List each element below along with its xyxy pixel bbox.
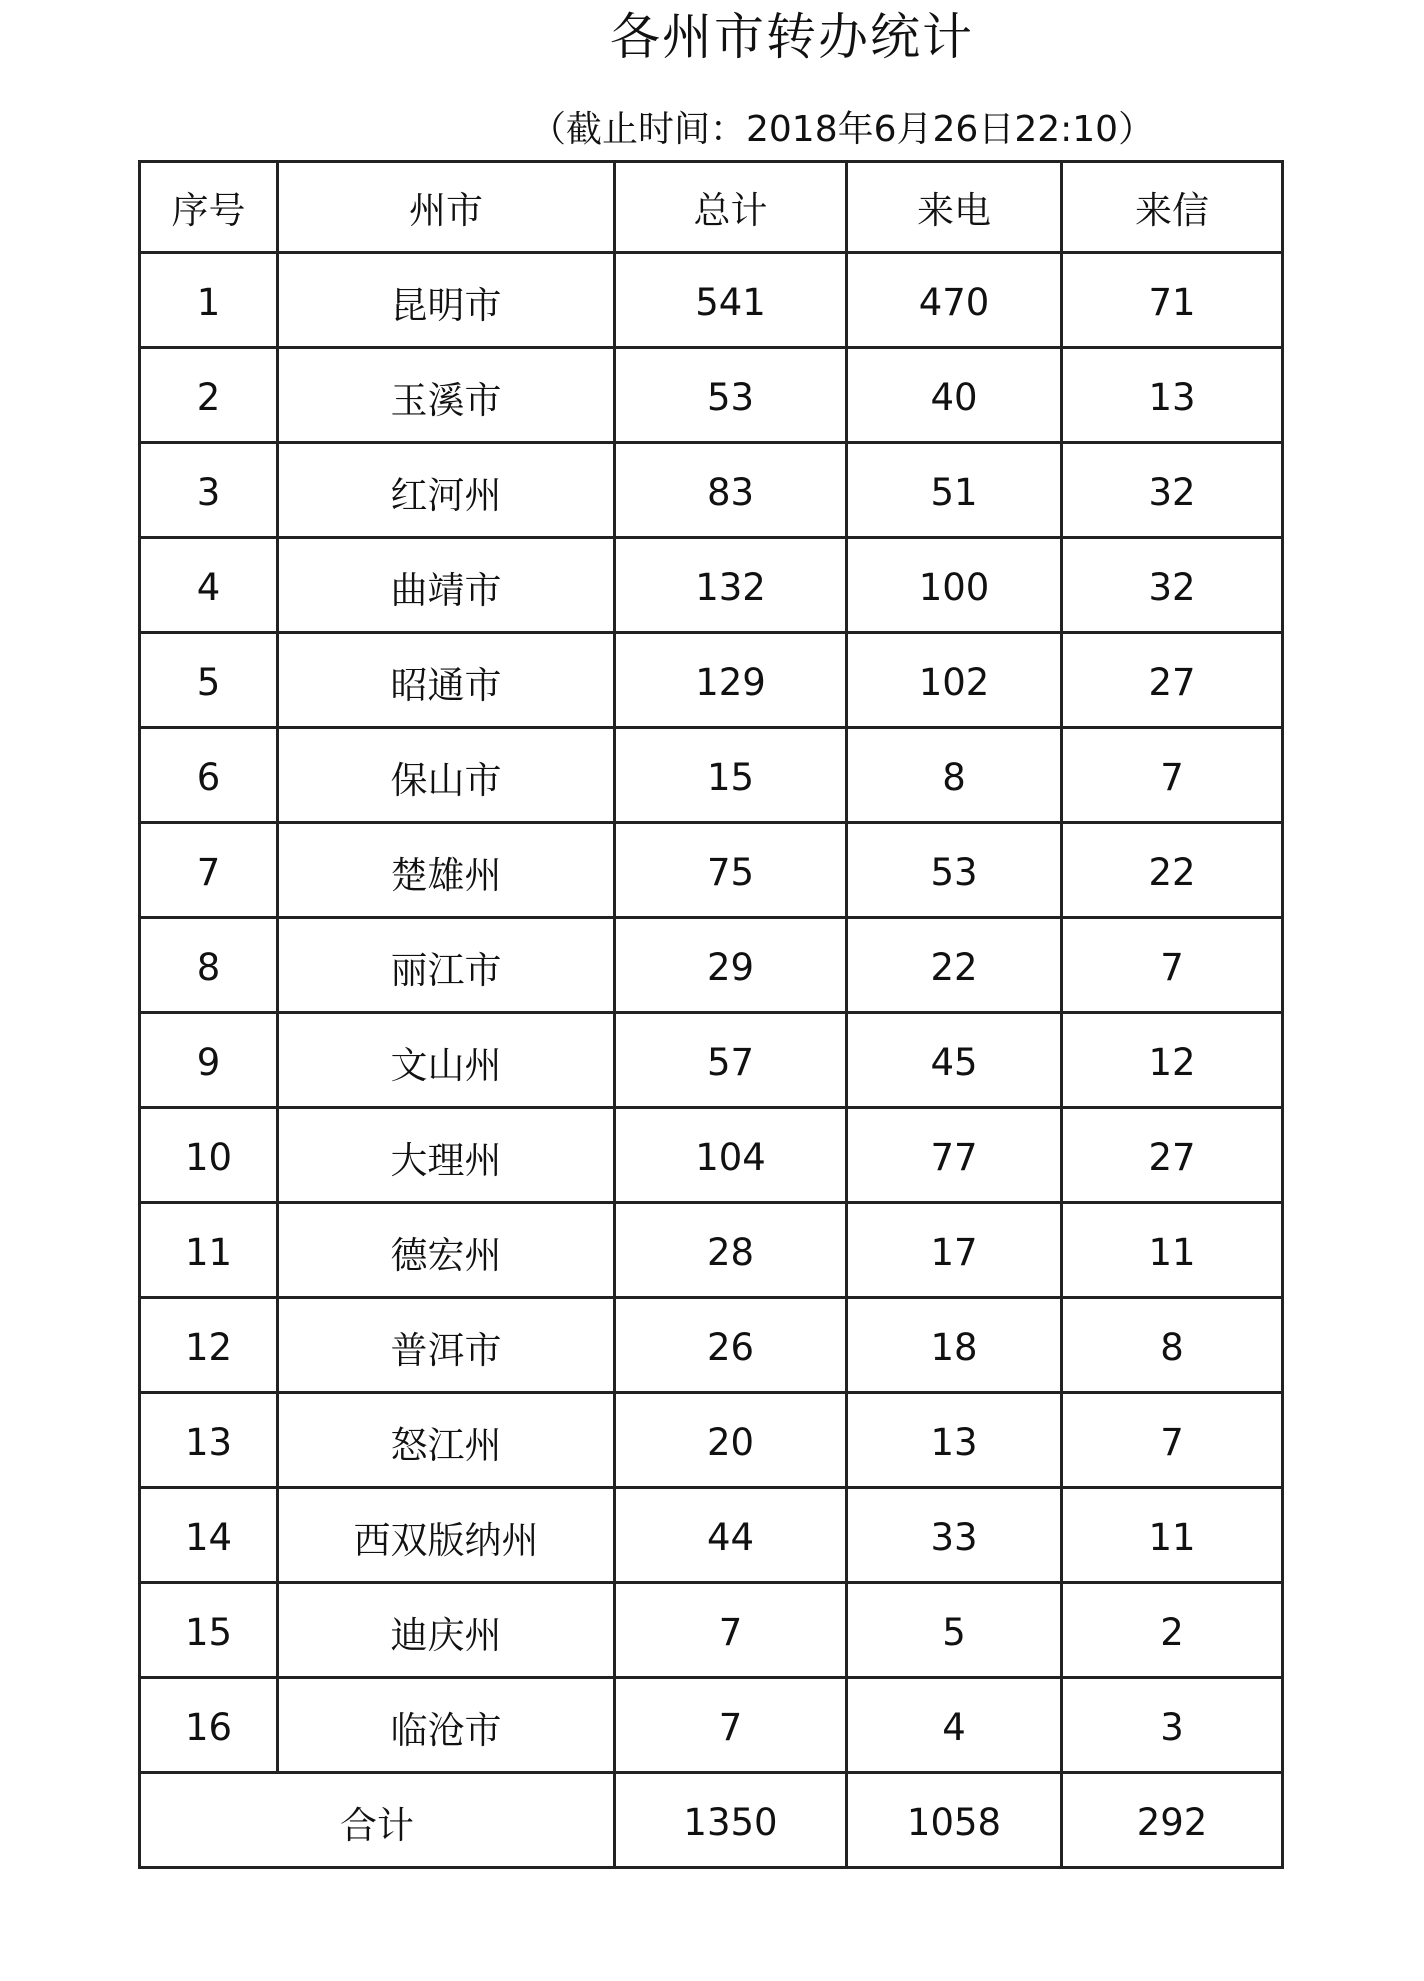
table-row: [140, 538, 1283, 633]
total-cell: 26: [615, 1298, 847, 1393]
calls-cell: 102: [847, 633, 1062, 728]
table-row: [140, 1013, 1283, 1108]
table-row: [140, 253, 1283, 348]
cutoff-time-subtitle: （截止时间：2018年6月26日22:10）: [530, 109, 1155, 150]
table-row: [140, 823, 1283, 918]
table-row: [140, 348, 1283, 443]
calls-cell: 100: [847, 538, 1062, 633]
serial-number-cell: 6: [140, 728, 278, 823]
prefecture-city-cell: 昆明市: [278, 253, 615, 348]
header-calls: 来电: [847, 162, 1062, 253]
letters-cell: 27: [1062, 1108, 1283, 1203]
header-letters: 来信: [1062, 162, 1283, 253]
table-row: [140, 1678, 1283, 1773]
letters-cell: 32: [1062, 443, 1283, 538]
calls-cell: 51: [847, 443, 1062, 538]
table-row: [140, 1298, 1283, 1393]
letters-cell: 22: [1062, 823, 1283, 918]
letters-cell: 7: [1062, 728, 1283, 823]
prefecture-city-cell: 保山市: [278, 728, 615, 823]
total-cell: 75: [615, 823, 847, 918]
total-cell: 541: [615, 253, 847, 348]
letters-cell: 11: [1062, 1203, 1283, 1298]
prefecture-city-cell: 德宏州: [278, 1203, 615, 1298]
prefecture-city-cell: 楚雄州: [278, 823, 615, 918]
serial-number-cell: 15: [140, 1583, 278, 1678]
table-row: [140, 1203, 1283, 1298]
total-cell: 57: [615, 1013, 847, 1108]
total-cell: 29: [615, 918, 847, 1013]
total-calls: 1058: [847, 1773, 1062, 1868]
total-cell: 7: [615, 1678, 847, 1773]
table-body: [140, 253, 1283, 1773]
total-letters: 292: [1062, 1773, 1283, 1868]
document-title: [0, 0, 1424, 74]
calls-cell: 5: [847, 1583, 1062, 1678]
prefecture-city-cell: 迪庆州: [278, 1583, 615, 1678]
serial-number-cell: 14: [140, 1488, 278, 1583]
serial-number-cell: 3: [140, 443, 278, 538]
calls-cell: 40: [847, 348, 1062, 443]
table-row: [140, 728, 1283, 823]
letters-cell: 8: [1062, 1298, 1283, 1393]
total-cell: 83: [615, 443, 847, 538]
statistics-table: [138, 160, 1284, 1869]
letters-cell: 32: [1062, 538, 1283, 633]
letters-cell: 13: [1062, 348, 1283, 443]
calls-cell: 470: [847, 253, 1062, 348]
prefecture-city-cell: 西双版纳州: [278, 1488, 615, 1583]
letters-cell: 71: [1062, 253, 1283, 348]
total-cell: 7: [615, 1583, 847, 1678]
total-cell: 28: [615, 1203, 847, 1298]
serial-number-cell: 10: [140, 1108, 278, 1203]
calls-cell: 8: [847, 728, 1062, 823]
table-row: [140, 1393, 1283, 1488]
serial-number-cell: 16: [140, 1678, 278, 1773]
prefecture-city-cell: 大理州: [278, 1108, 615, 1203]
prefecture-city-cell: 怒江州: [278, 1393, 615, 1488]
total-row: [140, 1773, 1283, 1868]
serial-number-cell: 7: [140, 823, 278, 918]
letters-cell: 7: [1062, 1393, 1283, 1488]
table-row: [140, 1108, 1283, 1203]
total-cell: 132: [615, 538, 847, 633]
header-total: 总计: [615, 162, 847, 253]
calls-cell: 17: [847, 1203, 1062, 1298]
document-title-text: 各州市转办统计: [610, 8, 974, 66]
serial-number-cell: 13: [140, 1393, 278, 1488]
prefecture-city-cell: 玉溪市: [278, 348, 615, 443]
total-cell: 129: [615, 633, 847, 728]
prefecture-city-cell: 昭通市: [278, 633, 615, 728]
calls-cell: 45: [847, 1013, 1062, 1108]
total-cell: 20: [615, 1393, 847, 1488]
serial-number-cell: 12: [140, 1298, 278, 1393]
table-header-row: [140, 162, 1283, 253]
total-cell: 15: [615, 728, 847, 823]
prefecture-city-cell: 曲靖市: [278, 538, 615, 633]
header-serial-number: 序号: [140, 162, 278, 253]
total-cell: 53: [615, 348, 847, 443]
serial-number-cell: 4: [140, 538, 278, 633]
calls-cell: 22: [847, 918, 1062, 1013]
total-label: 合计: [140, 1773, 615, 1868]
letters-cell: 7: [1062, 918, 1283, 1013]
serial-number-cell: 5: [140, 633, 278, 728]
serial-number-cell: 8: [140, 918, 278, 1013]
calls-cell: 53: [847, 823, 1062, 918]
calls-cell: 13: [847, 1393, 1062, 1488]
calls-cell: 18: [847, 1298, 1062, 1393]
letters-cell: 27: [1062, 633, 1283, 728]
prefecture-city-cell: 红河州: [278, 443, 615, 538]
total-cell: 104: [615, 1108, 847, 1203]
serial-number-cell: 11: [140, 1203, 278, 1298]
serial-number-cell: 1: [140, 253, 278, 348]
table-row: [140, 1583, 1283, 1678]
prefecture-city-cell: 丽江市: [278, 918, 615, 1013]
table-row: [140, 443, 1283, 538]
total-sum: 1350: [615, 1773, 847, 1868]
calls-cell: 4: [847, 1678, 1062, 1773]
table-row: [140, 918, 1283, 1013]
prefecture-city-cell: 文山州: [278, 1013, 615, 1108]
calls-cell: 33: [847, 1488, 1062, 1583]
prefecture-city-cell: 普洱市: [278, 1298, 615, 1393]
prefecture-city-cell: 临沧市: [278, 1678, 615, 1773]
calls-cell: 77: [847, 1108, 1062, 1203]
table-row: [140, 1488, 1283, 1583]
serial-number-cell: 9: [140, 1013, 278, 1108]
letters-cell: 3: [1062, 1678, 1283, 1773]
serial-number-cell: 2: [140, 348, 278, 443]
letters-cell: 2: [1062, 1583, 1283, 1678]
total-cell: 44: [615, 1488, 847, 1583]
table-row: [140, 633, 1283, 728]
letters-cell: 12: [1062, 1013, 1283, 1108]
header-prefecture-city: 州市: [278, 162, 615, 253]
letters-cell: 11: [1062, 1488, 1283, 1583]
